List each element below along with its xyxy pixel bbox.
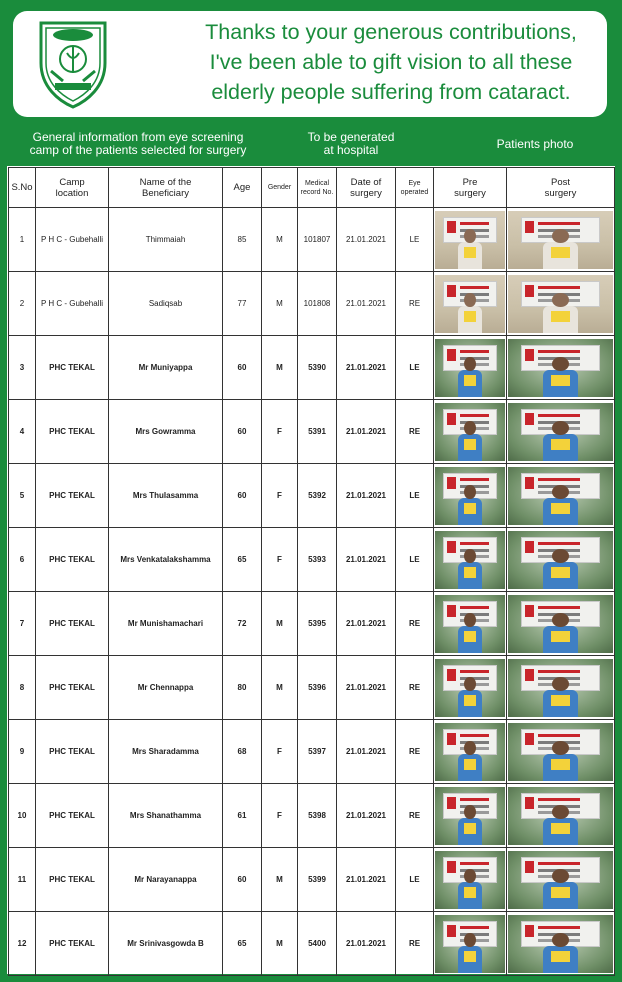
cell-pre-surgery-photo [434,720,507,784]
cell-camp-location: PHC TEKAL [36,848,109,912]
cell-age: 77 [223,272,262,336]
cell-eye-operated: RE [396,720,434,784]
cell-camp-location: PHC TEKAL [36,336,109,400]
post-surgery-patient-photo [508,787,613,845]
col-post-line-1: Post [550,176,570,188]
pre-surgery-patient-photo [435,787,505,845]
cell-date-of-surgery: 21.01.2021 [337,592,396,656]
cell-pre-surgery-photo [434,464,507,528]
cell-age: 65 [223,912,262,976]
cell-beneficiary-name: Mr Chennappa [109,656,223,720]
cell-sno: 4 [9,400,36,464]
cell-sno: 1 [9,208,36,272]
post-surgery-patient-photo [508,915,613,973]
cell-age: 60 [223,464,262,528]
cell-camp-location: PHC TEKAL [36,784,109,848]
cell-medical-record: 5393 [298,528,337,592]
pre-surgery-patient-photo [435,659,505,717]
cell-beneficiary-name: Mrs Shanathamma [109,784,223,848]
cell-beneficiary-name: Mr Munishamachari [109,592,223,656]
cell-camp-location: P H C - Gubehalli [36,208,109,272]
col-gender: Gender [262,168,298,208]
patient-id-card [464,887,477,898]
col-medical-record [298,168,337,208]
cell-post-surgery-photo [507,400,615,464]
cell-pre-surgery-photo [434,528,507,592]
patient-id-card [464,631,477,642]
cell-sno: 10 [9,784,36,848]
cell-medical-record: 101808 [298,272,337,336]
header-panel [13,11,607,117]
cell-age: 61 [223,784,262,848]
patients-table-body [9,208,615,976]
post-surgery-patient-photo [508,339,613,397]
patient-id-card [551,375,570,386]
cell-camp-location: PHC TEKAL [36,400,109,464]
cell-sno: 3 [9,336,36,400]
patient-id-card [464,439,477,450]
col-date-line-1: Date of [350,176,382,188]
cell-gender: M [262,272,298,336]
table-row [9,400,615,464]
col-beneficiary-name [109,168,223,208]
subheader-patients-photo: Patients photo [496,137,574,151]
patient-id-card [551,759,570,770]
school-crest-logo [37,17,109,111]
cell-date-of-surgery: 21.01.2021 [337,336,396,400]
cell-date-of-surgery: 21.01.2021 [337,848,396,912]
patient-head [464,229,475,243]
patient-head [464,933,475,947]
cell-gender: F [262,400,298,464]
patient-head [552,805,569,819]
patient-head [552,677,569,691]
cell-medical-record: 5398 [298,784,337,848]
col-age: Age [223,168,262,208]
patient-head [552,357,569,371]
patient-id-card [464,567,477,578]
post-surgery-patient-photo [508,211,613,269]
headline-line-2: I've been able to gift vision to all these [209,50,573,74]
cell-pre-surgery-photo [434,336,507,400]
cell-gender: F [262,784,298,848]
post-surgery-patient-photo [508,275,613,333]
cell-sno: 8 [9,656,36,720]
col-pre-line-1: Pre [462,176,478,188]
col-eye-operated [396,168,434,208]
pre-surgery-patient-photo [435,851,505,909]
headline [181,17,601,107]
cell-date-of-surgery: 21.01.2021 [337,784,396,848]
cell-medical-record: 5400 [298,912,337,976]
patient-head [552,933,569,947]
cell-eye-operated: LE [396,208,434,272]
patient-head [552,229,569,243]
cell-age: 80 [223,656,262,720]
cell-camp-location: PHC TEKAL [36,592,109,656]
cell-sno: 11 [9,848,36,912]
cell-sno: 6 [9,528,36,592]
pre-surgery-patient-photo [435,403,505,461]
cell-post-surgery-photo [507,336,615,400]
patient-head [464,549,475,563]
col-medical-line-2: record No. [300,188,334,196]
patients-table-panel [7,166,615,974]
col-camp-location [36,168,109,208]
cell-sno: 2 [9,272,36,336]
table-row [9,336,615,400]
cell-gender: M [262,848,298,912]
patient-id-card [551,247,570,258]
patient-id-card [551,567,570,578]
cell-post-surgery-photo [507,912,615,976]
pre-surgery-patient-photo [435,531,505,589]
patient-id-card [551,887,570,898]
patient-id-card [464,375,477,386]
cell-beneficiary-name: Mr Muniyappa [109,336,223,400]
cell-post-surgery-photo [507,720,615,784]
cell-camp-location: PHC TEKAL [36,720,109,784]
col-name-line-2: Beneficiary [142,187,189,199]
cell-pre-surgery-photo [434,848,507,912]
table-row [9,592,615,656]
post-surgery-patient-photo [508,467,613,525]
subheader-general-line-2: camp of the patients selected for surgery [29,143,247,157]
patient-id-card [464,247,477,258]
cell-post-surgery-photo [507,208,615,272]
patient-id-card [464,503,477,514]
cell-medical-record: 5392 [298,464,337,528]
headline-line-3: elderly people suffering from cataract. [211,80,571,104]
patient-id-card [464,823,477,834]
cell-gender: M [262,208,298,272]
pre-surgery-patient-photo [435,211,505,269]
pre-surgery-patient-photo [435,275,505,333]
patient-head [552,421,569,435]
patient-head [464,741,475,755]
patient-head [552,293,569,307]
cell-pre-surgery-photo [434,400,507,464]
pre-surgery-patient-photo [435,723,505,781]
patient-head [464,805,475,819]
cell-camp-location: PHC TEKAL [36,912,109,976]
cell-age: 65 [223,528,262,592]
table-row [9,208,615,272]
cell-eye-operated: RE [396,784,434,848]
cell-age: 85 [223,208,262,272]
patient-id-card [551,311,570,322]
patient-head [464,677,475,691]
pre-surgery-patient-photo [435,595,505,653]
cell-eye-operated: RE [396,400,434,464]
patient-id-card [551,503,570,514]
cell-pre-surgery-photo [434,592,507,656]
subheader-hospital [296,131,406,157]
col-date-line-2: surgery [350,187,382,199]
post-surgery-patient-photo [508,531,613,589]
table-row [9,656,615,720]
col-camp-line-2: location [55,187,89,199]
cell-date-of-surgery: 21.01.2021 [337,528,396,592]
table-row [9,912,615,976]
col-medical-line-1: Medical [304,179,330,187]
cell-age: 60 [223,848,262,912]
cell-medical-record: 5396 [298,656,337,720]
col-camp-line-1: Camp [59,176,85,188]
patient-head [552,549,569,563]
table-header-row [9,168,615,208]
patient-id-card [551,695,570,706]
cell-eye-operated: RE [396,656,434,720]
cell-post-surgery-photo [507,848,615,912]
patient-head [464,421,475,435]
cell-gender: M [262,592,298,656]
table-row [9,720,615,784]
patients-table [8,167,615,976]
cell-post-surgery-photo [507,528,615,592]
patient-id-card [464,311,477,322]
cell-beneficiary-name: Mrs Venkatalakshamma [109,528,223,592]
col-post-line-2: surgery [544,187,577,199]
col-pre-surgery [434,168,507,208]
cell-date-of-surgery: 21.01.2021 [337,464,396,528]
cell-date-of-surgery: 21.01.2021 [337,912,396,976]
patient-id-card [464,951,477,962]
cell-camp-location: PHC TEKAL [36,656,109,720]
patient-head [552,741,569,755]
cell-eye-operated: LE [396,848,434,912]
col-eye-line-1: Eye [408,179,421,187]
cell-post-surgery-photo [507,464,615,528]
cell-sno: 7 [9,592,36,656]
table-row [9,784,615,848]
cell-medical-record: 5391 [298,400,337,464]
cell-date-of-surgery: 21.01.2021 [337,272,396,336]
cell-age: 60 [223,336,262,400]
cell-medical-record: 5395 [298,592,337,656]
cell-gender: M [262,912,298,976]
cell-camp-location: PHC TEKAL [36,464,109,528]
cell-age: 68 [223,720,262,784]
cell-date-of-surgery: 21.01.2021 [337,720,396,784]
post-surgery-patient-photo [508,723,613,781]
patient-head [464,293,475,307]
cell-beneficiary-name: Thimmaiah [109,208,223,272]
table-row [9,272,615,336]
cell-pre-surgery-photo [434,784,507,848]
cell-beneficiary-name: Mr Srinivasgowda B [109,912,223,976]
cell-post-surgery-photo [507,272,615,336]
cell-eye-operated: LE [396,528,434,592]
cell-sno: 12 [9,912,36,976]
cell-pre-surgery-photo [434,272,507,336]
cell-camp-location: P H C - Gubehalli [36,272,109,336]
cell-medical-record: 5397 [298,720,337,784]
subheader-hospital-line-2: at hospital [323,143,379,157]
cell-gender: F [262,464,298,528]
cell-eye-operated: LE [396,336,434,400]
cell-post-surgery-photo [507,656,615,720]
cell-sno: 9 [9,720,36,784]
col-name-line-1: Name of the [139,176,192,188]
col-sno: S.No [9,168,36,208]
subheader-general-info [20,131,256,157]
subheader-general-line-1: General information from eye screening [32,130,244,144]
cell-beneficiary-name: Mrs Gowramma [109,400,223,464]
headline-line-1: Thanks to your generous contributions, [205,20,577,44]
cell-eye-operated: LE [396,464,434,528]
cell-sno: 5 [9,464,36,528]
post-surgery-patient-photo [508,851,613,909]
patient-head [552,869,569,883]
cell-pre-surgery-photo [434,912,507,976]
subheader-hospital-line-1: To be generated [307,130,395,144]
pre-surgery-patient-photo [435,339,505,397]
patient-head [464,485,475,499]
cell-date-of-surgery: 21.01.2021 [337,400,396,464]
cell-pre-surgery-photo [434,656,507,720]
cell-post-surgery-photo [507,592,615,656]
cell-eye-operated: RE [396,272,434,336]
cell-medical-record: 5399 [298,848,337,912]
patient-id-card [551,631,570,642]
cell-gender: F [262,528,298,592]
col-pre-line-2: surgery [454,187,486,199]
patient-id-card [464,759,477,770]
cell-pre-surgery-photo [434,208,507,272]
cell-beneficiary-name: Sadiqsab [109,272,223,336]
cell-gender: M [262,656,298,720]
cell-age: 72 [223,592,262,656]
col-post-surgery [507,168,615,208]
table-row [9,848,615,912]
patient-id-card [551,951,570,962]
table-row [9,464,615,528]
cell-eye-operated: RE [396,912,434,976]
patient-id-card [464,695,477,706]
col-date-of-surgery [337,168,396,208]
patient-head [464,613,475,627]
table-row [9,528,615,592]
patient-id-card [551,823,570,834]
cell-beneficiary-name: Mrs Thulasamma [109,464,223,528]
cell-beneficiary-name: Mrs Sharadamma [109,720,223,784]
patient-id-card [551,439,570,450]
cell-gender: M [262,336,298,400]
cell-camp-location: PHC TEKAL [36,528,109,592]
patient-head [464,869,475,883]
col-eye-line-2: operated [400,188,429,196]
post-surgery-patient-photo [508,403,613,461]
cell-medical-record: 5390 [298,336,337,400]
cell-age: 60 [223,400,262,464]
patient-head [552,485,569,499]
post-surgery-patient-photo [508,659,613,717]
cell-beneficiary-name: Mr Narayanappa [109,848,223,912]
cell-date-of-surgery: 21.01.2021 [337,208,396,272]
patient-head [464,357,475,371]
pre-surgery-patient-photo [435,915,505,973]
patient-head [552,613,569,627]
cell-gender: F [262,720,298,784]
post-surgery-patient-photo [508,595,613,653]
cell-medical-record: 101807 [298,208,337,272]
cell-eye-operated: RE [396,592,434,656]
cell-date-of-surgery: 21.01.2021 [337,656,396,720]
cell-post-surgery-photo [507,784,615,848]
pre-surgery-patient-photo [435,467,505,525]
